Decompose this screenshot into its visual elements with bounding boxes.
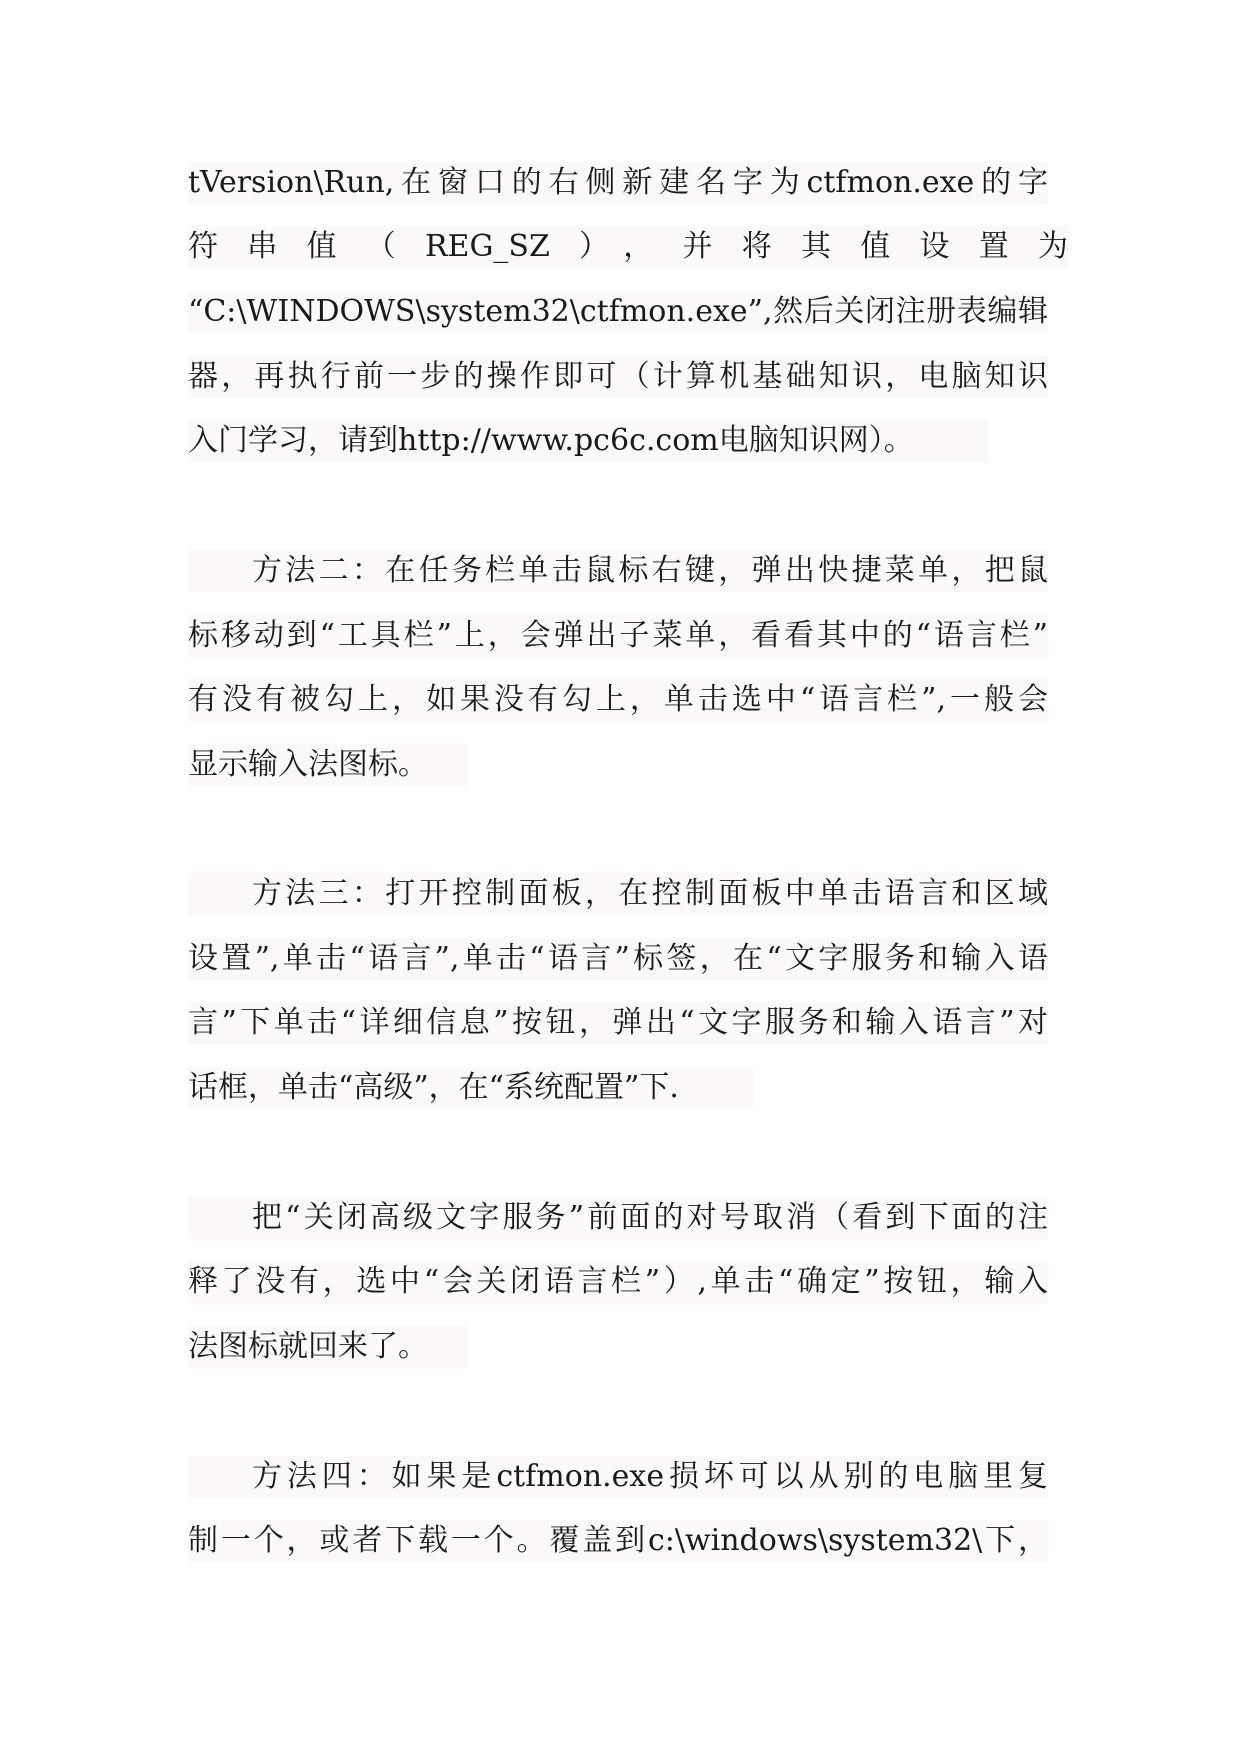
text-line: 制一个，或者下载一个。覆盖到c:\windows\system32\下， [188, 1520, 1048, 1562]
text-line: tVersion\Run,在窗口的右侧新建名字为ctfmon.exe的字 [188, 162, 1048, 204]
text-line: 器，再执行前一步的操作即可（计算机基础知识，电脑知识 [188, 356, 1048, 398]
text-line: 法图标就回来了。 [188, 1326, 468, 1368]
text-line: 符串值（REG_SZ），并将其值设置为 [188, 226, 1068, 268]
text-line: 设置”,单击“语言”,单击“语言”标签，在“文字服务和输入语 [188, 938, 1048, 980]
text-line: 言”下单击“详细信息”按钮，弹出“文字服务和输入语言”对 [188, 1002, 1048, 1044]
text-line: 释了没有，选中“会关闭语言栏”）,单击“确定”按钮，输入 [188, 1261, 1048, 1303]
text-line: 入门学习，请到http://www.pc6c.com电脑知识网）。 [188, 420, 988, 462]
text-line: “C:\WINDOWS\system32\ctfmon.exe”,然后关闭注册表编辑 [188, 291, 1048, 333]
text-line: 有没有被勾上，如果没有勾上，单击选中“语言栏”,一般会 [188, 679, 1048, 721]
text-line: 显示输入法图标。 [188, 744, 468, 786]
text-line: 标移动到“工具栏”上，会弹出子菜单，看看其中的“语言栏” [188, 615, 1048, 657]
text-line: 方法三：打开控制面板，在控制面板中单击语言和区域 [188, 873, 1048, 915]
text-line: 话框，单击“高级”，在“系统配置”下. [188, 1067, 753, 1109]
text-line: 把“关闭高级文字服务”前面的对号取消（看到下面的注 [188, 1197, 1048, 1239]
text-line: 方法二：在任务栏单击鼠标右键，弹出快捷菜单，把鼠 [188, 550, 1048, 592]
text-line: 方法四：如果是ctfmon.exe损坏可以从别的电脑里复 [188, 1456, 1048, 1498]
